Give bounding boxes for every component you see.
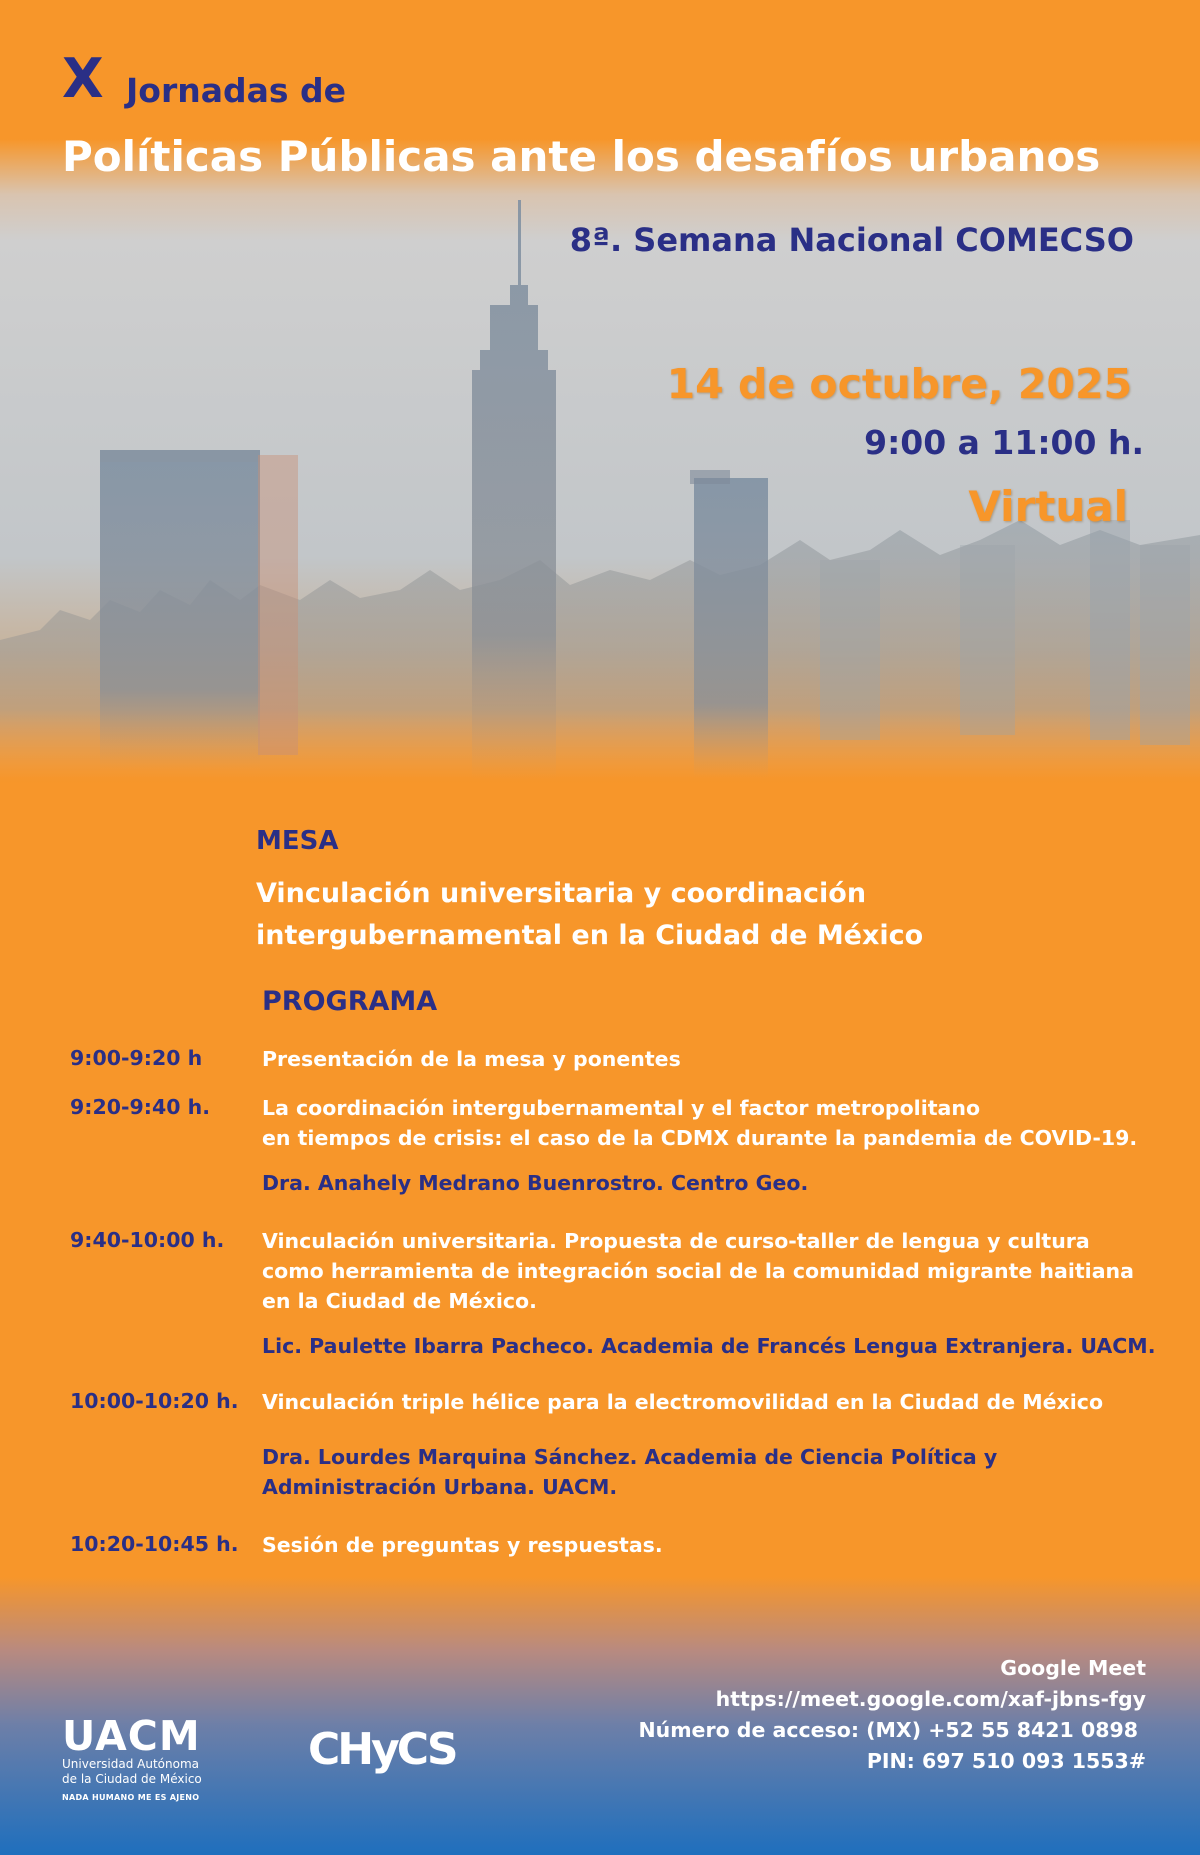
program-talk: Vinculación universitaria. Propuesta de curso-taller de lengua y cultura como herramienta de integración social de la comunidad migrante haitiana en la Ciudad de México.: [262, 1229, 1134, 1313]
mesa-title: [256, 873, 1016, 957]
mesa-title-line: intergubernamental en la Ciudad de México: [256, 920, 924, 951]
meet-phone: Número de acceso: (MX) +52 55 8421 0898: [638, 1718, 1138, 1742]
uacm-name: UACM: [62, 1712, 201, 1760]
program-speaker: Lic. Paulette Ibarra Pacheco. Academia de Francés Lengua Extranjera. UACM.: [262, 1334, 1156, 1358]
program-time: 10:20-10:45 h.: [70, 1532, 239, 1556]
uacm-motto: NADA HUMANO ME ES AJENO: [62, 1793, 200, 1802]
event-title: Políticas Públicas ante los desafíos urbanos: [62, 132, 1101, 181]
meet-pin: PIN: 697 510 093 1553#: [866, 1749, 1146, 1773]
program-speaker: Dra. Lourdes Marquina Sánchez. Academia de Ciencia Política y Administración Urbana. UACM.: [262, 1445, 998, 1499]
mesa-label: MESA: [256, 826, 339, 856]
event-date: 14 de octubre, 2025: [666, 360, 1132, 408]
uacm-subtitle: de la Ciudad de México: [62, 1772, 202, 1786]
event-series: Jornadas de: [126, 71, 347, 110]
chycs-logo: CHyCS: [308, 1724, 456, 1775]
event-time: 9:00 a 11:00 h.: [864, 423, 1144, 462]
meet-url[interactable]: https://meet.google.com/xaf-jbns-fgy: [715, 1687, 1146, 1711]
program-time: 9:20-9:40 h.: [70, 1095, 211, 1119]
mesa-title-line: Vinculación universitaria y coordinación: [256, 878, 867, 909]
programa-label: PROGRAMA: [262, 986, 438, 1017]
program-talk: Presentación de la mesa y ponentes: [262, 1047, 681, 1071]
program-talk: La coordinación intergubernamental y el factor metropolitano en tiempos de crisis: el caso de la CDMX durante la pandemia de COVID-19.: [262, 1096, 1138, 1150]
program-time: 9:00-9:20 h: [70, 1046, 203, 1070]
event-subtitle: 8ª. Semana Nacional COMECSO: [569, 221, 1134, 259]
program-time: 10:00-10:20 h.: [70, 1389, 239, 1413]
program-talk: Sesión de preguntas y respuestas.: [262, 1533, 663, 1557]
uacm-subtitle: Universidad Autónoma: [62, 1757, 199, 1771]
meet-platform: Google Meet: [1000, 1656, 1146, 1680]
event-mode: Virtual: [968, 482, 1128, 531]
edition-numeral: X: [62, 47, 104, 110]
program-talk: Vinculación triple hélice para la electromovilidad en la Ciudad de México: [262, 1390, 1104, 1414]
program-speaker: Dra. Anahely Medrano Buenrostro. Centro Geo.: [262, 1171, 809, 1195]
program-time: 9:40-10:00 h.: [70, 1228, 225, 1252]
uacm-logo: [62, 1712, 202, 1802]
